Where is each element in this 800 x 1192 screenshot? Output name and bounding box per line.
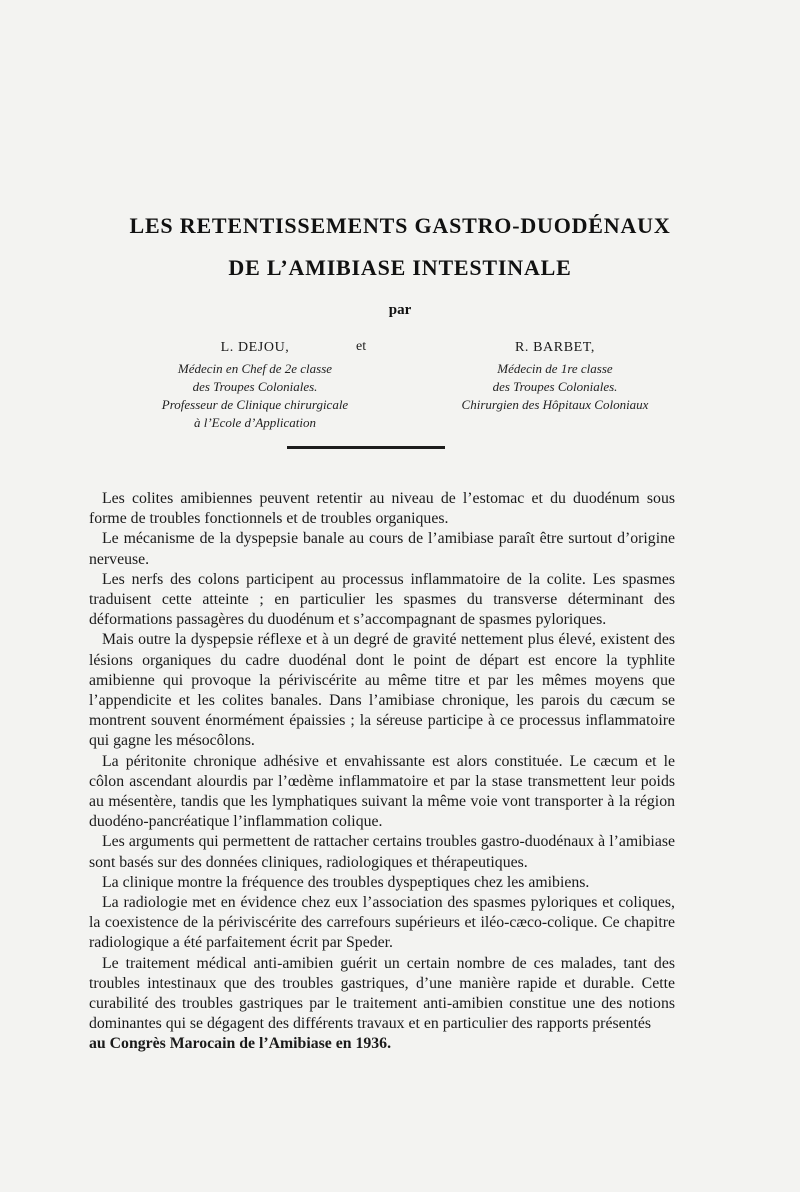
author-title: à l’Ecole d’Application: [193, 415, 317, 430]
author-title: Médecin de 1re classe: [497, 361, 613, 376]
author-title: Médecin en Chef de 2e classe: [177, 361, 333, 376]
body-paragraph: Les arguments qui permettent de rattacher certains troubles gastro-duodénaux à l’amibiase sont basés sur des données cliniques, radiologiques et thérapeutiques.: [89, 833, 675, 871]
author-name: L. DEJOU,: [220, 340, 290, 355]
author-block-dejou: [130, 339, 380, 432]
body-paragraph: Les nerfs des colons participent au processus inflammatoire de la colite. Les spasmes traduisent cette atteinte ; en particulier les spasmes du transverse déterminant des déformations passagères du duodénum et s’accompagnant de spasmes pyloriques.: [89, 570, 675, 629]
body-paragraph: Le traitement médical anti-amibien guérit un certain nombre de ces malades, tant des troubles intestinaux que des troubles gastriques, d’une manière rapide et durable. Cette curabilité des troubles gastriques par le traitement anti-amibien constitue une des notions dominantes qui se dégagent des différents travaux et en particulier des rapports présentés: [89, 954, 675, 1033]
article-title-line-2: DE L’AMIBIASE INTESTINALE: [228, 255, 572, 280]
section-divider: [287, 446, 445, 449]
article-title-line-1: LES RETENTISSEMENTS GASTRO-DUODÉNAUX: [129, 213, 671, 238]
body-paragraph: Mais outre la dyspepsie réflexe et à un degré de gravité nettement plus élevé, existent des lésions organiques du cadre duodénal dont le point de départ est encore la typhlite amibienne qui provoque la périviscérite au même titre et par les mêmes moyens que l’appendicite et les colites banales. Dans l’amibiase chronique, les parois du cæcum se montrent souvent énormément épaissies ; la séreuse participe à ce processus inflammatoire qui gagne les mésocôlons.: [89, 631, 675, 750]
author-name: R. BARBET,: [514, 340, 596, 355]
body-paragraph-final: au Congrès Marocain de l’Amibiase en 1936.: [89, 1035, 392, 1053]
body-paragraph: La clinique montre la fréquence des troubles dyspeptiques chez les amibiens.: [102, 873, 590, 891]
byline-et: et: [356, 339, 367, 354]
author-title: Professeur de Clinique chirurgicale: [161, 397, 349, 412]
body-paragraph: La péritonite chronique adhésive et envahissante est alors constituée. Le cæcum et le côlon ascendant alourdis par l’œdème inflammatoire et par la stase transmettent leur poids au mésentère, tandis que les lymphatiques suivant la même voie vont transporter à la région duodéno-pancréatique l’inflammation colique.: [89, 752, 675, 831]
article-body: [89, 489, 675, 1055]
body-paragraph: Les colites amibiennes peuvent retentir au niveau de l’estomac et du duodénum sous forme de troubles fonctionnels et de troubles organiques.: [89, 490, 675, 528]
body-paragraph: Le mécanisme de la dyspepsie banale au cours de l’amibiase paraît être surtout d’origine nerveuse.: [89, 530, 675, 568]
byline-par: par: [388, 302, 412, 318]
body-paragraph: La radiologie met en évidence chez eux l’association des spasmes pyloriques et coliques, la coexistence de la périviscérite des carrefours supérieurs et iléo-cæco-colique. Ce chapitre radiologique a été parfaitement écrit par Speder.: [89, 894, 675, 952]
author-title: des Troupes Coloniales.: [492, 379, 618, 394]
author-title: des Troupes Coloniales.: [192, 379, 318, 394]
author-title: Chirurgien des Hôpitaux Coloniaux: [461, 397, 649, 412]
author-block-barbet: [405, 339, 705, 414]
